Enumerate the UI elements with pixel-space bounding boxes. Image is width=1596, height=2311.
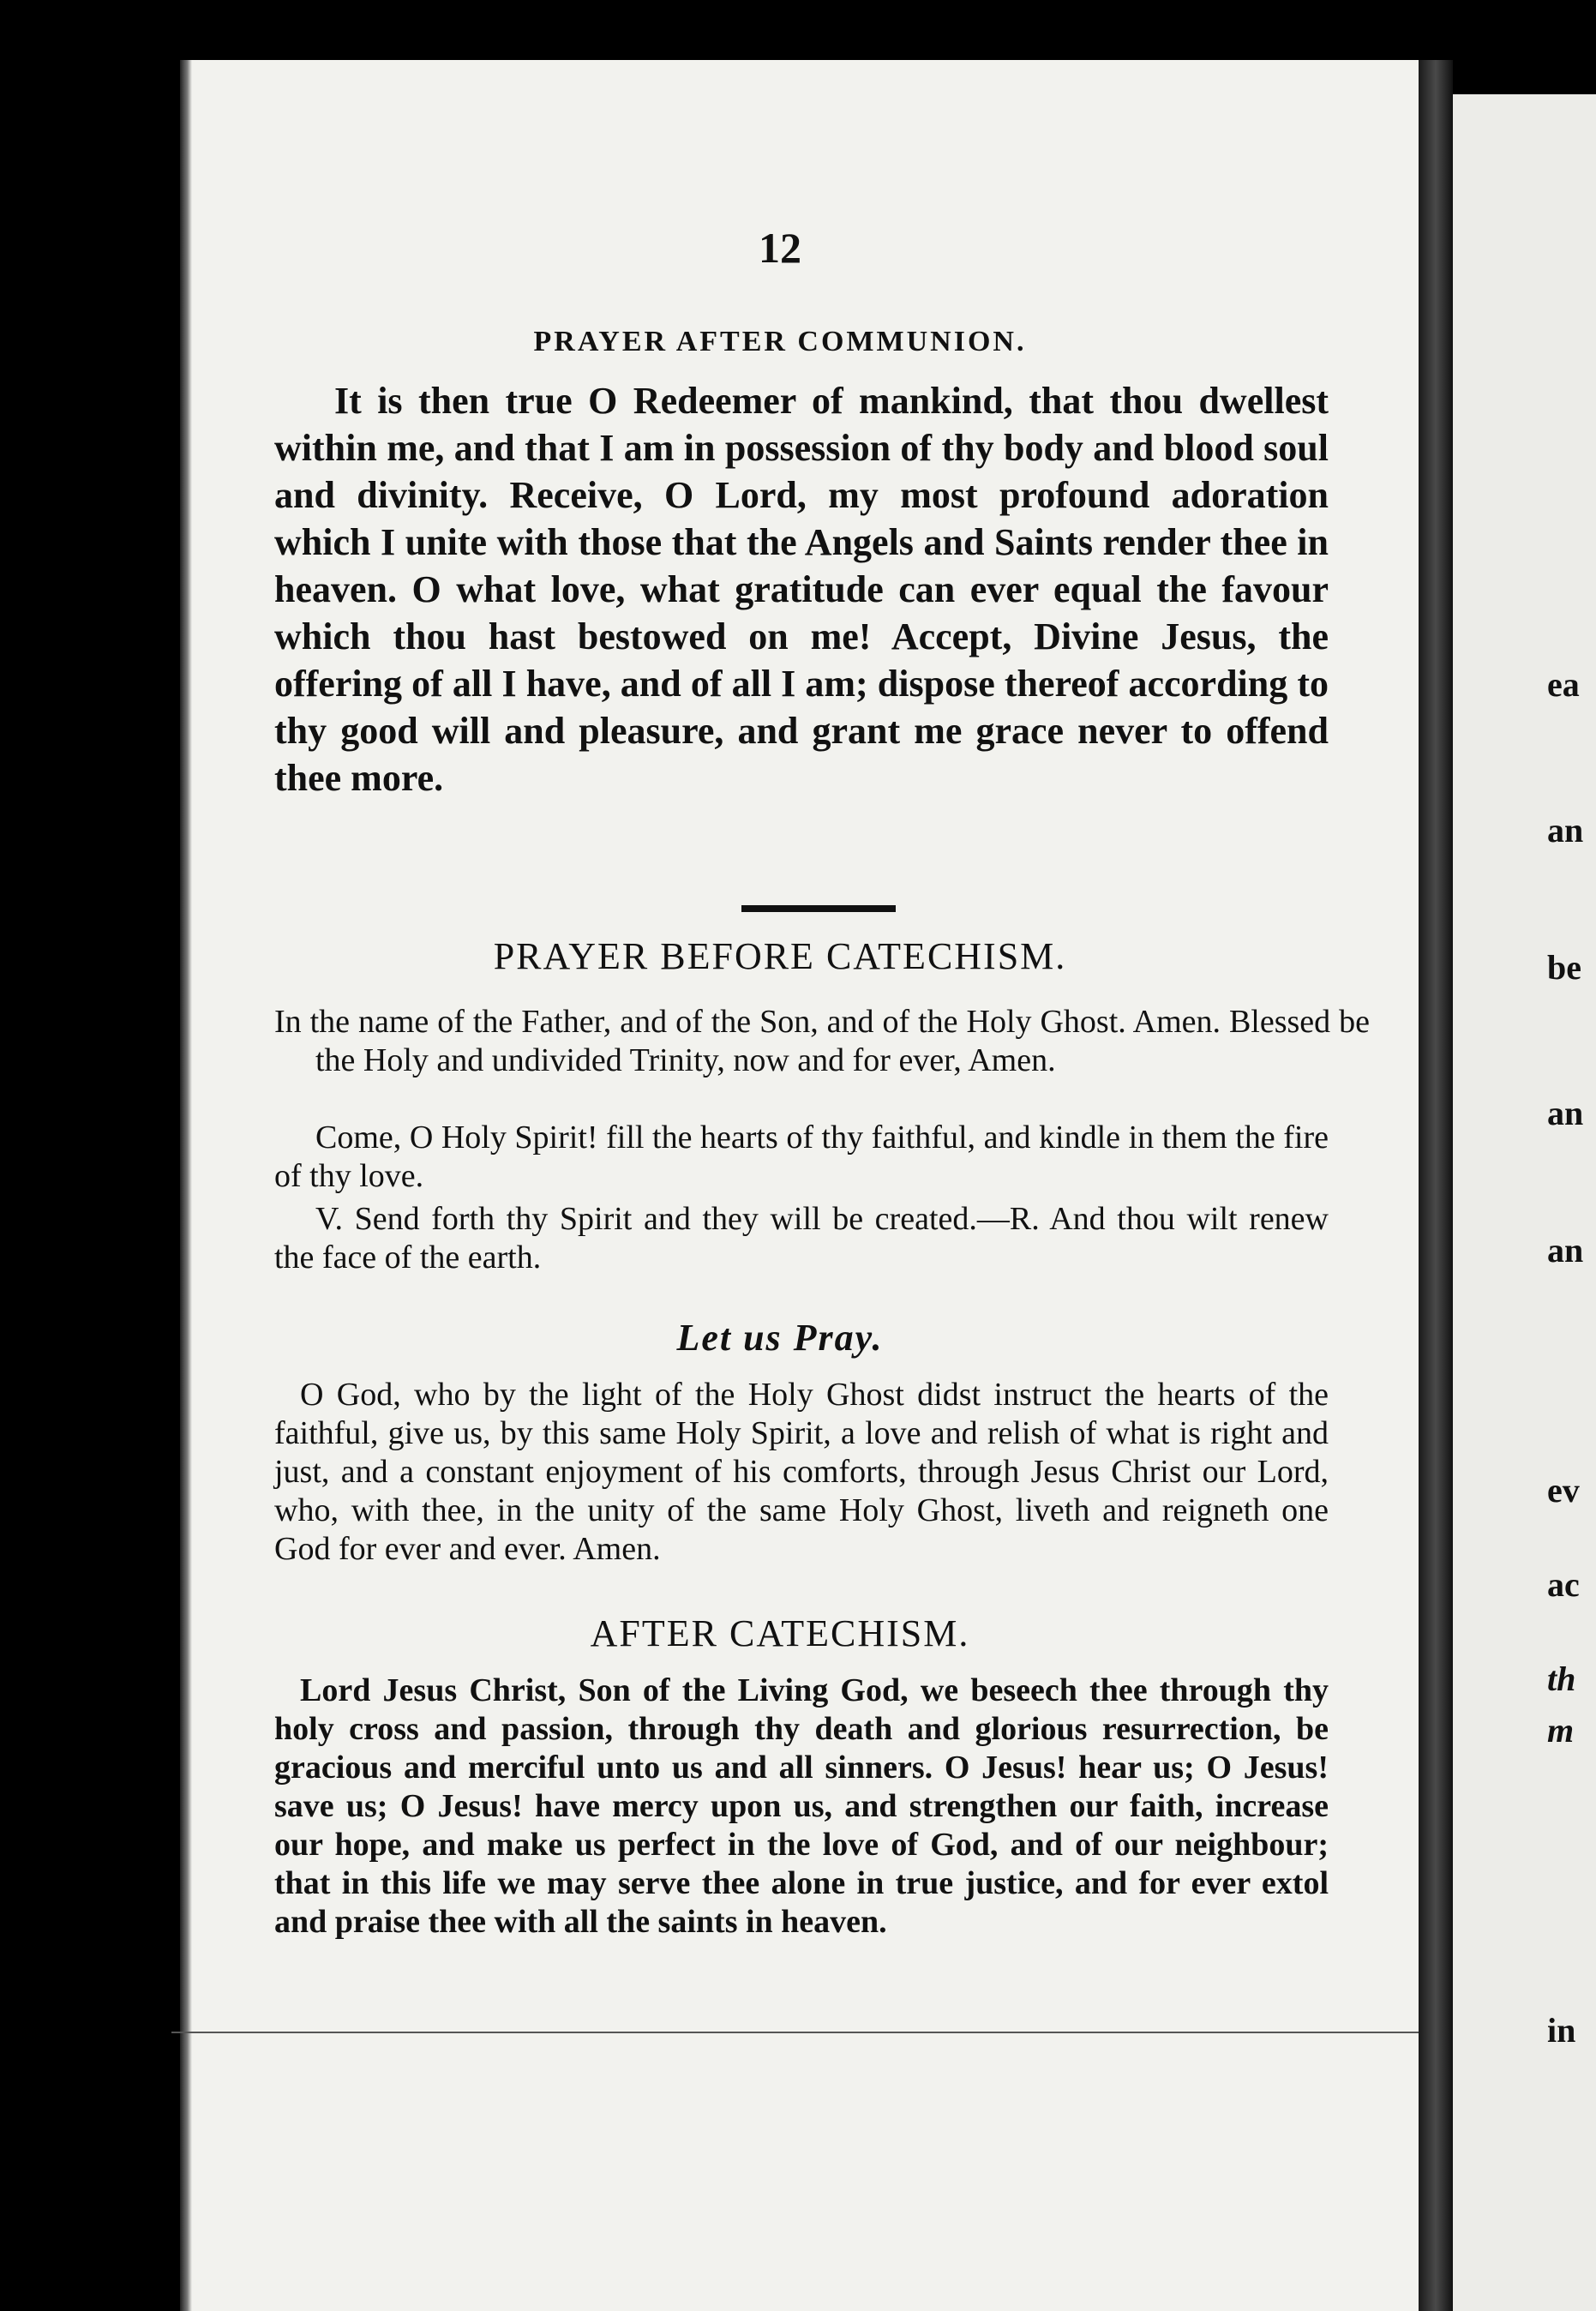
- section-title-before-catechism: PRAYER BEFORE CATECHISM.: [493, 935, 1067, 977]
- section-title-after-communion: PRAYER AFTER COMMUNION.: [533, 326, 1027, 357]
- paragraph-before-catechism-3: V. Send forth thy Spirit and they will be created.—R. And thou wilt renew the face of the earth.: [274, 1201, 1329, 1276]
- scan-crease-line: [171, 2032, 1440, 2033]
- section-title-let-us-pray: Let us Pray.: [676, 1317, 884, 1359]
- facing-page-fragment: th: [1547, 1660, 1576, 1698]
- facing-page-fragment: ac: [1547, 1565, 1580, 1604]
- facing-page-edge: [1453, 94, 1596, 2311]
- facing-page-fragment: m: [1547, 1711, 1575, 1750]
- paragraph-let-us-pray: O God, who by the light of the Holy Ghost didst instruct the hearts of the faithful, give us, by this same Holy Spirit, a love and relish of what is right and just, and a constant enjoyment of his comforts, through Jesus Christ our Lord, who, with thee, in the unity of the same Holy Ghost, liveth and reigneth one God for ever and ever. Amen.: [274, 1377, 1329, 1567]
- facing-page-fragment: an: [1547, 1231, 1584, 1270]
- paragraph-after-catechism: Lord Jesus Christ, Son of the Living God, we beseech thee through thy holy cross and passion, through thy death and glorious resurrection, be gracious and merciful unto us and all sinners. O Jesus! hear us; O Jesus! save us; O Jesus! have mercy upon us, and strengthen our faith, increase our hope, and make us perfect in the love of God, and of our neighbour; that in this life we may serve thee alone in true justice, and for ever extol and praise thee with all the saints in heaven.: [274, 1672, 1329, 1940]
- facing-page-fragment: ea: [1547, 665, 1580, 704]
- paragraph-before-catechism-2: Come, O Holy Spirit! fill the hearts of thy faithful, and kindle in them the fire of thy love.: [274, 1119, 1329, 1194]
- paragraph-before-catechism-1: In the name of the Father, and of the Son, and of the Holy Ghost. Amen. Blessed be the Holy and undivided Trinity, now and for ever, Amen.: [274, 1004, 1370, 1078]
- book-gutter: [1419, 60, 1453, 2311]
- facing-page-fragment: be: [1547, 948, 1581, 987]
- facing-page-fragment: an: [1547, 1094, 1584, 1132]
- paragraph-after-communion: It is then true O Redeemer of mankind, that thou dwellest within me, and that I am in possession of thy body and blood soul and divinity. Receive, O Lord, my most profound adoration which I unite with those that the Angels and Saints render thee in heaven. O what love, what gratitude can ever equal the favour which thou hast bestowed on me! Accept, Divine Jesus, the offering of all I have, and of all I am; dispose thereof according to thy good will and pleasure, and grant me grace never to offend thee more.: [274, 380, 1329, 799]
- facing-page-fragment: in: [1547, 2011, 1576, 2050]
- facing-page-fragment: an: [1547, 811, 1584, 849]
- facing-page-fragment: ev: [1547, 1471, 1580, 1510]
- book-page: [180, 60, 1431, 2311]
- page-number: 12: [759, 224, 801, 272]
- section-title-after-catechism: AFTER CATECHISM.: [590, 1612, 970, 1654]
- section-divider-rule: [741, 905, 896, 912]
